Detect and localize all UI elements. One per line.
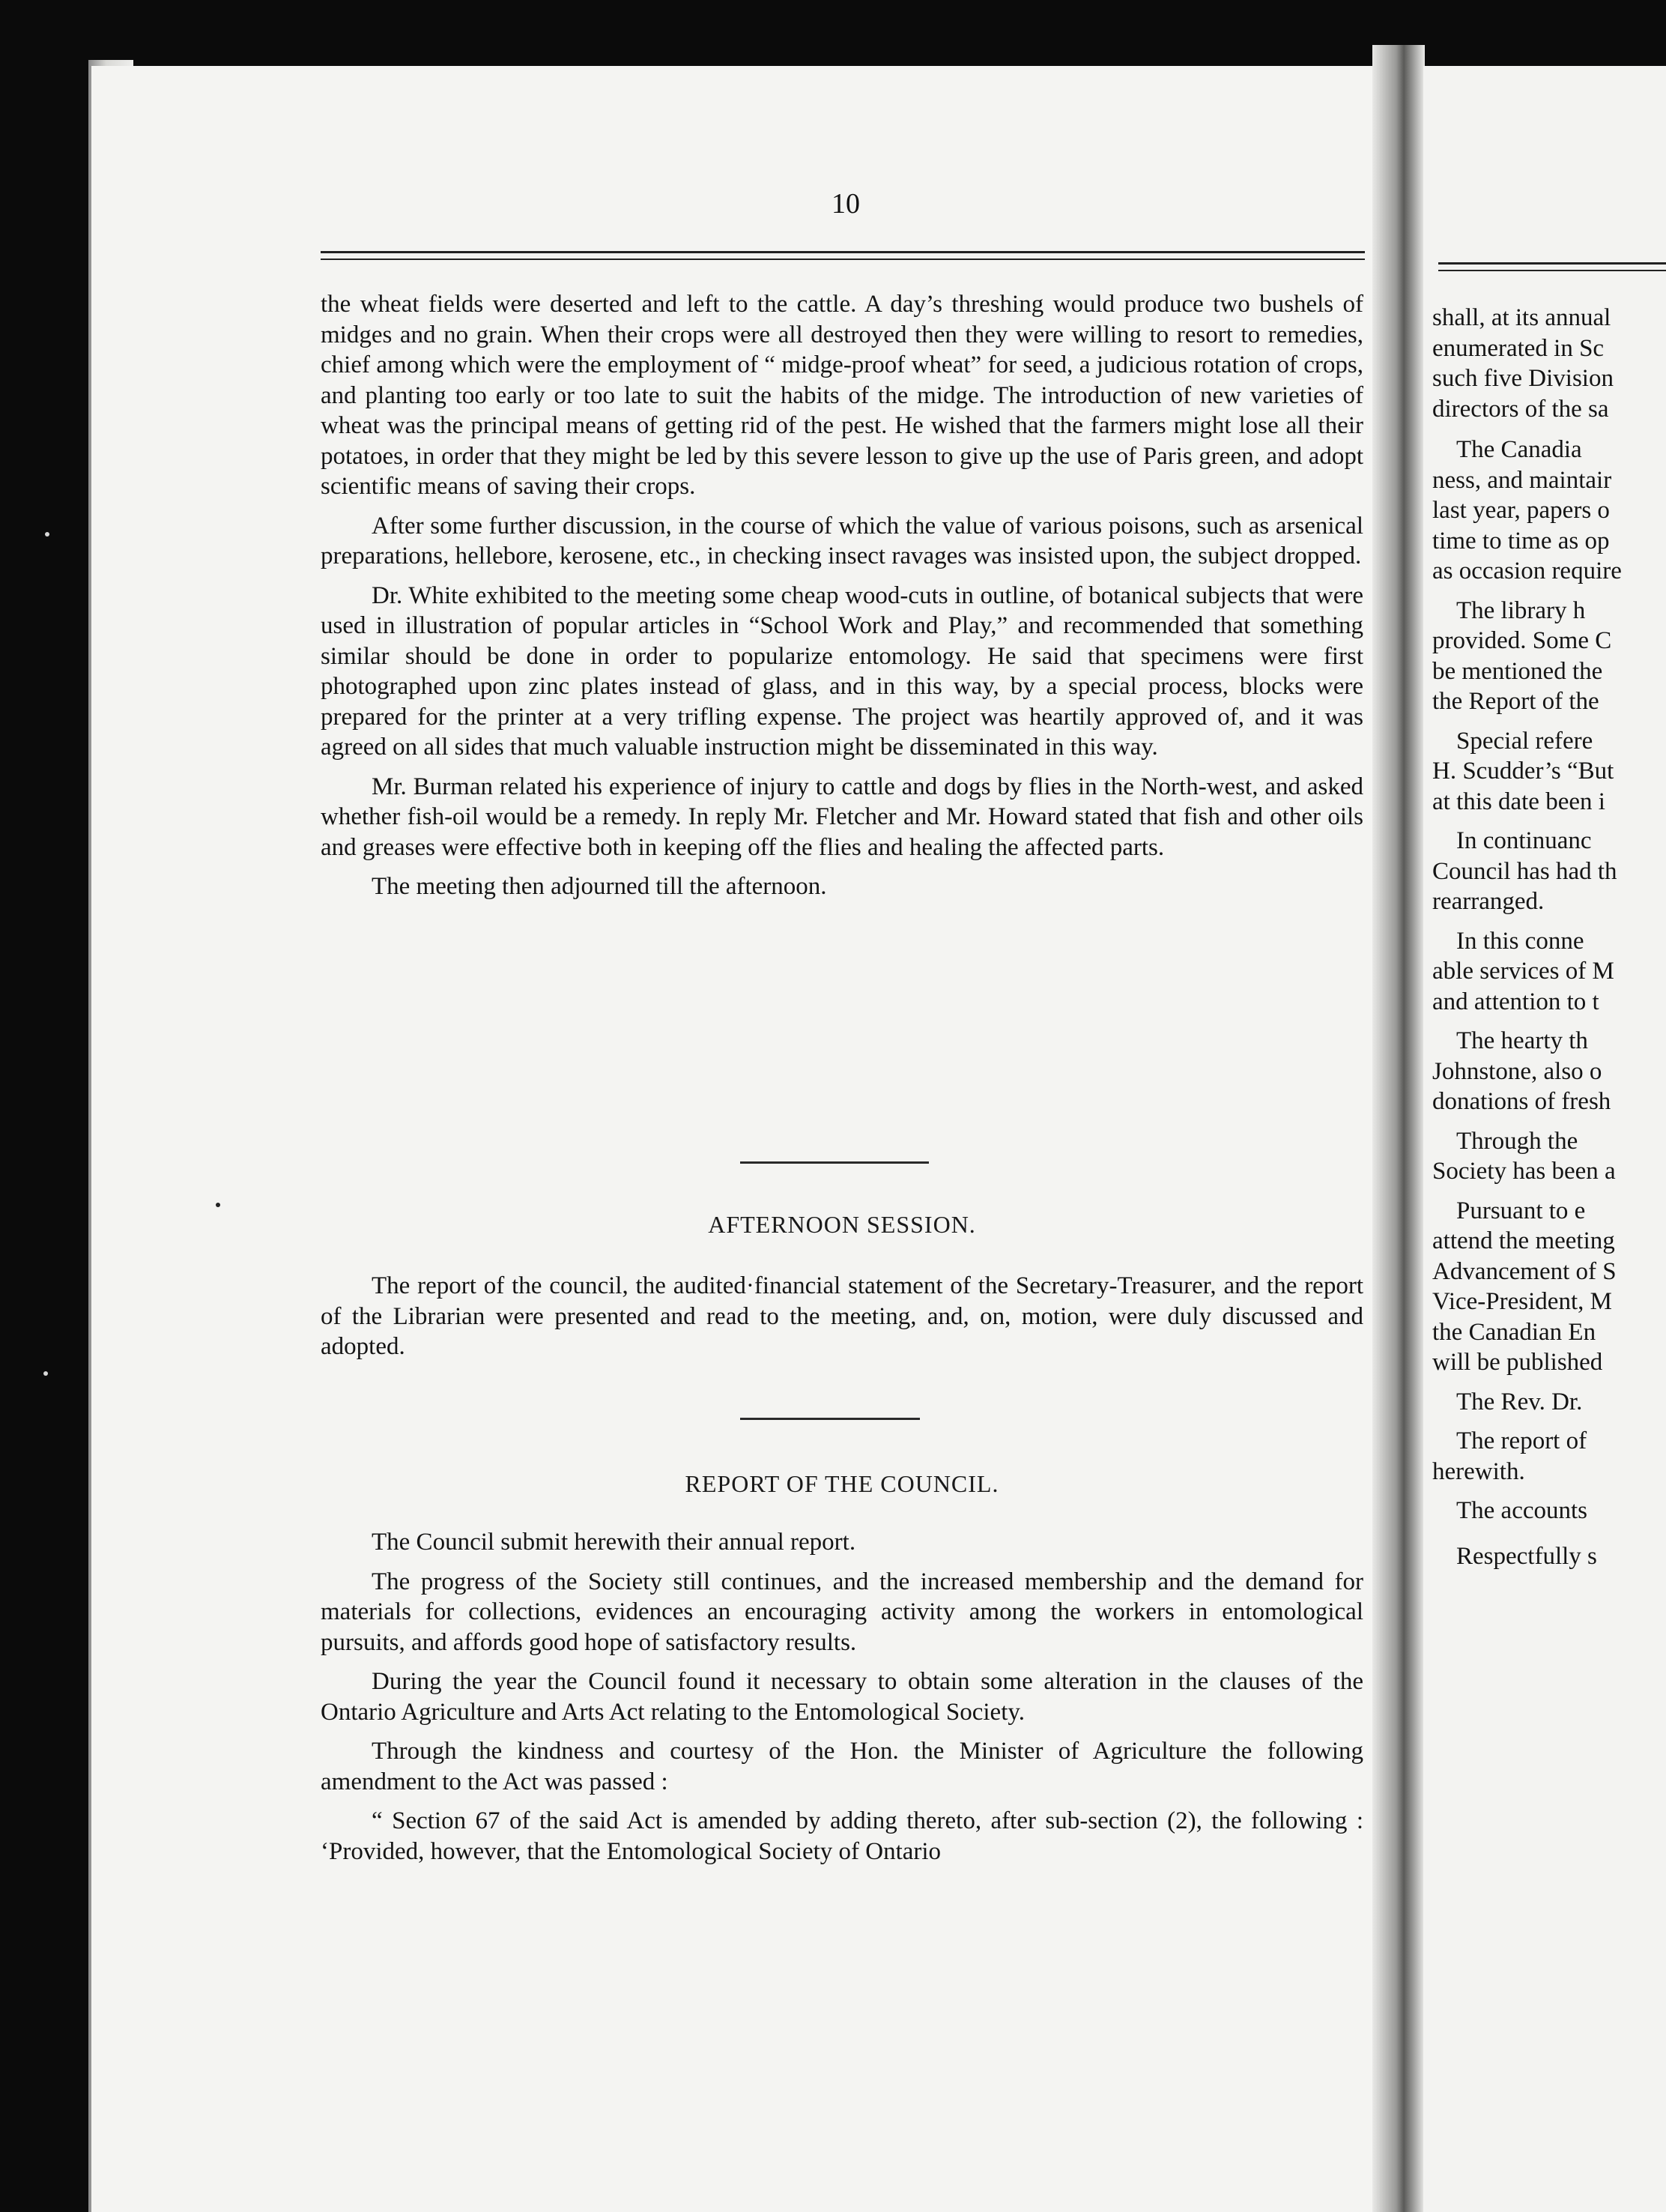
text-line: provided. Some C — [1432, 627, 1612, 654]
text-line: such five Division — [1432, 365, 1614, 392]
text-line: rearranged. — [1432, 888, 1545, 915]
text-line: Pursuant to e — [1456, 1197, 1586, 1224]
text-line: The hearty th — [1456, 1027, 1588, 1054]
paragraph: The report of the council, the audited·financial statement of the Secretary-Treasurer, and the report of the Librarian were presented and read to the meeting, and, on, motion, were duly discussed and adopted. — [321, 1272, 1363, 1360]
text-line — [1432, 1526, 1666, 1541]
text-line: donations of fresh — [1432, 1088, 1611, 1115]
text-line: Johnstone, also o — [1432, 1057, 1602, 1085]
afternoon-section — [321, 1271, 1363, 1371]
text-line: Vice-President, M — [1432, 1288, 1612, 1315]
paragraph: “ Section 67 of the said Act is amended by adding thereto, after sub-section (2), the following : ‘Provided, however, that the Entomological Society of Ontario — [321, 1807, 1363, 1865]
council-report-section — [321, 1527, 1363, 1876]
text-line: be mentioned the — [1432, 657, 1603, 685]
text-line: Council has had th — [1432, 857, 1617, 885]
text-line: The Canadia — [1456, 436, 1582, 463]
paragraph: Through the kindness and courtesy of the Hon. the Minister of Agriculture the following amendment to the Act was passed : — [321, 1738, 1363, 1795]
report-of-council-heading: REPORT OF THE COUNCIL. — [685, 1470, 999, 1497]
text-line: the Canadian En — [1432, 1318, 1596, 1346]
text-line — [1432, 424, 1666, 435]
dust-speck — [45, 532, 49, 537]
paragraph: the wheat fields were deserted and left to the cattle. A day’s threshing would produce two bushels of midges and no grain. When their crops were all destroyed then they were willing to resort to remedies, chief among which were the employment of “ midge-proof wheat” for seed, a judicious rotation of crops, and planting too early or too late to suit the habits of the midge. The introduction of new varieties of wheat was the principal means of getting rid of the pest. He wished that the farmers might lose all their potatoes, in order that they might be led by this severe lesson to give up the use of Paris green, and adopt scientific means of saving their crops. — [321, 291, 1363, 500]
text-line: In continuanc — [1456, 827, 1592, 854]
text-line: able services of M — [1432, 958, 1614, 985]
text-line: herewith. — [1432, 1457, 1525, 1485]
paragraph: The meeting then adjourned till the afternoon. — [372, 873, 827, 900]
paragraph: After some further discussion, in the course of which the value of various poisons, such as arsenical preparations, hellebore, kerosene, etc., in checking insect ravages was insisted upon, the subject dropped. — [321, 512, 1363, 569]
text-line: the Report of the — [1432, 688, 1599, 715]
text-line: Advancement of S — [1432, 1257, 1617, 1285]
text-line: and attention to t — [1432, 988, 1599, 1015]
afternoon-session-heading: AFTERNOON SESSION. — [708, 1211, 976, 1238]
paragraph: Dr. White exhibited to the meeting some cheap wood-cuts in outline, of botanical subjects that were used in illustration of popular articles in “School Work and Play,” and recommended that something similar should be done in order to popularize entomology. He said that specimens were first photographed upon zinc plates instead of glass, and in this way, by a special process, blocks were prepared for the printer at a very trifling expense. The project was heartily approved of, and it was agreed on all sides that much valuable instruction might be disseminated in this way. — [321, 581, 1363, 761]
text-line: shall, at its annual — [1432, 304, 1611, 331]
text-line: Special refere — [1456, 727, 1593, 755]
text-line: Respectfully s — [1456, 1542, 1597, 1570]
paragraph: The progress of the Society still continues, and the increased membership and the demand for materials for collections, evidences an encouraging activity among the workers in entomological pursuits, and affords good hope of satisfactory results. — [321, 1568, 1363, 1656]
header-rule-top — [321, 251, 1365, 253]
paragraph: Mr. Burman related his experience of injury to cattle and dogs by flies in the North-west, and asked whether fish-oil would be a remedy. In reply Mr. Fletcher and Mr. Howard stated that fish and other oils and greases were effective both in keeping off the flies and healing the affected parts. — [321, 773, 1363, 861]
text-line: ness, and maintair — [1432, 466, 1612, 494]
right-header-rule-bottom — [1438, 270, 1666, 271]
right-page-text — [1432, 303, 1666, 1571]
text-line: attend the meeting — [1432, 1227, 1615, 1254]
text-line: The library h — [1456, 596, 1586, 624]
text-line: enumerated in Sc — [1432, 334, 1605, 362]
dust-speck — [216, 1203, 220, 1207]
text-line: H. Scudder’s “But — [1432, 758, 1614, 785]
section-divider — [740, 1418, 920, 1420]
book-gutter — [1372, 45, 1425, 2212]
text-line: as occasion require — [1432, 557, 1622, 584]
text-line: at this date been i — [1432, 788, 1605, 815]
text-line: The Rev. Dr. — [1456, 1388, 1583, 1415]
text-line: The report of — [1456, 1427, 1587, 1454]
text-line: In this conne — [1456, 927, 1584, 955]
paragraph: During the year the Council found it necessary to obtain some alteration in the clauses of the Ontario Agriculture and Arts Act relating to the Entomological Society. — [321, 1668, 1363, 1726]
text-line: directors of the sa — [1432, 395, 1609, 423]
right-header-rule-top — [1438, 262, 1666, 265]
paragraph: The Council submit herewith their annual report. — [372, 1529, 856, 1556]
text-line: The accounts — [1456, 1497, 1588, 1524]
text-line: Society has been a — [1432, 1158, 1616, 1185]
page-number: 10 — [832, 188, 860, 220]
section-divider — [740, 1161, 929, 1164]
text-line: Through the — [1456, 1127, 1578, 1155]
header-rule-bottom — [321, 259, 1365, 260]
text-line: time to time as op — [1432, 527, 1610, 554]
text-line: will be published — [1432, 1349, 1603, 1376]
dust-speck — [43, 1371, 48, 1376]
discussion-section — [321, 289, 1363, 911]
text-line: last year, papers o — [1432, 497, 1610, 524]
